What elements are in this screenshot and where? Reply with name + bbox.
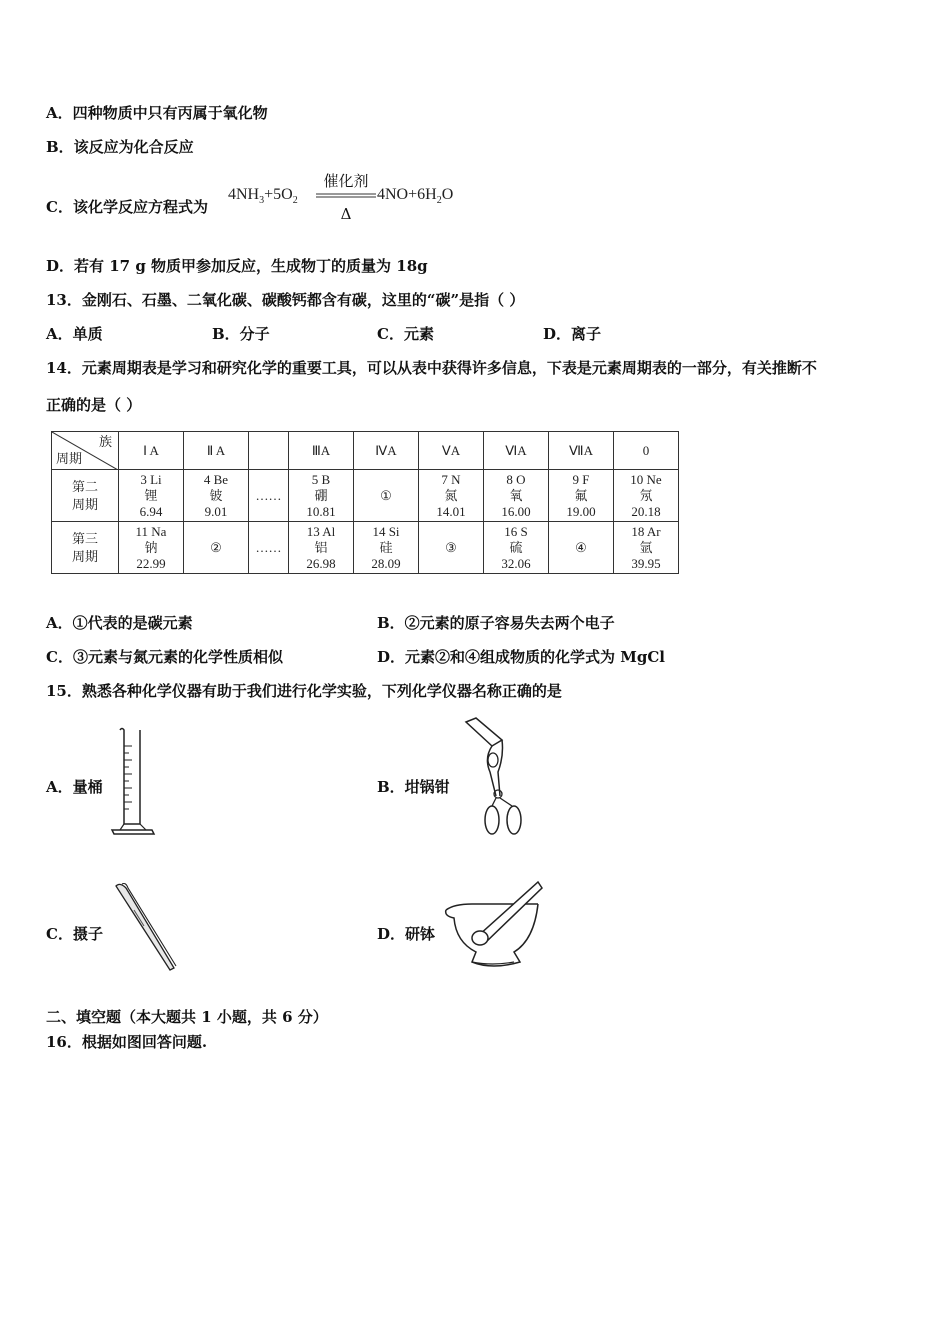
q13-option-b: B．分子: [212, 325, 270, 343]
header-group: Ⅱ A: [184, 432, 249, 470]
element-cell: 14 Si 硅 28.09: [354, 522, 419, 574]
q12-option-d: D．若有 17 g 物质甲参加反应，生成物丁的质量为 18g: [46, 257, 428, 275]
header-group: Ⅰ A: [119, 432, 184, 470]
q14-option-c: C．③元素与氮元素的化学性质相似: [46, 648, 283, 666]
element-cell: 3 Li 锂 6.94: [119, 470, 184, 522]
q15-option-a: A．量桶: [46, 778, 103, 796]
q13-option-a: A．单质: [46, 325, 103, 343]
tweezers-icon: [112, 880, 182, 974]
row-label: 第三 周期: [52, 522, 119, 574]
crucible-tongs-icon: [462, 716, 542, 840]
element-cell: 13 Al 铝 26.98: [289, 522, 354, 574]
q13-option-c: C．元素: [377, 325, 434, 343]
mortar-pestle-icon: [442, 880, 546, 974]
table-row-period3: [52, 522, 679, 574]
q12-option-a: A．四种物质中只有丙属于氧化物: [46, 104, 268, 122]
element-cell: ④: [549, 522, 614, 574]
q14-stem-line2: 正确的是（ ）: [46, 396, 142, 414]
eq-delta: Δ: [340, 205, 352, 223]
section-heading: 二、填空题（本大题共 1 小题，共 6 分）: [46, 1008, 328, 1026]
eq-double-line: [316, 193, 376, 199]
q15-stem: 15．熟悉各种化学仪器有助于我们进行化学实验，下列化学仪器名称正确的是: [46, 682, 562, 700]
element-cell: ……: [249, 470, 289, 522]
header-group: 0: [614, 432, 679, 470]
q15-option-b: B．坩锅钳: [377, 778, 450, 796]
element-cell: 16 S 硫 32.06: [484, 522, 549, 574]
eq-catalyst: 催化剂: [323, 172, 369, 190]
header-group: ⅥA: [484, 432, 549, 470]
q14-stem-line1: 14．元素周期表是学习和研究化学的重要工具，可以从表中获得许多信息，下表是元素周期表的一部分，有关推断不: [46, 359, 817, 377]
element-cell: 8 O 氧 16.00: [484, 470, 549, 522]
table-row-period2: [52, 470, 679, 522]
element-cell: ②: [184, 522, 249, 574]
q13-stem: 13．金刚石、石墨、二氧化碳、碳酸钙都含有碳，这里的“碳”是指（ ）: [46, 291, 525, 309]
corner-cell: [52, 432, 119, 470]
graduated-cylinder-icon: [110, 726, 160, 838]
element-cell: 18 Ar 氩 39.95: [614, 522, 679, 574]
q14-option-d: D．元素②和④组成物质的化学式为 MgCl: [377, 648, 665, 666]
q15-option-c: C．摄子: [46, 925, 103, 943]
header-group: ⅤA: [419, 432, 484, 470]
element-cell: ①: [354, 470, 419, 522]
q14-option-a: A．①代表的是碳元素: [46, 614, 193, 632]
element-cell: 7 N 氮 14.01: [419, 470, 484, 522]
element-cell: 5 B 硼 10.81: [289, 470, 354, 522]
corner-period-label: 周期: [56, 451, 83, 466]
element-cell: ③: [419, 522, 484, 574]
eq-reactant-nh: 4NH: [228, 186, 260, 203]
corner-group-label: 族: [98, 434, 112, 449]
header-group: [249, 432, 289, 470]
q12-option-b: B．该反应为化合反应: [46, 138, 194, 156]
q14-option-b: B．②元素的原子容易失去两个电子: [377, 614, 615, 632]
periodic-table: [51, 431, 679, 574]
element-cell: 4 Be 铍 9.01: [184, 470, 249, 522]
q13-option-d: D．离子: [543, 325, 602, 343]
element-cell: 11 Na 钠 22.99: [119, 522, 184, 574]
header-group: ⅢA: [289, 432, 354, 470]
element-cell: 10 Ne 氖 20.18: [614, 470, 679, 522]
q15-option-d: D．研钵: [377, 925, 436, 943]
q16-stem: 16．根据如图回答问题.: [46, 1033, 208, 1051]
header-group: ⅦA: [549, 432, 614, 470]
element-cell: 9 F 氟 19.00: [549, 470, 614, 522]
q12-option-c: C．该化学反应方程式为: [46, 198, 208, 216]
element-cell: ……: [249, 522, 289, 574]
row-label: 第二 周期: [52, 470, 119, 522]
header-group: ⅣA: [354, 432, 419, 470]
